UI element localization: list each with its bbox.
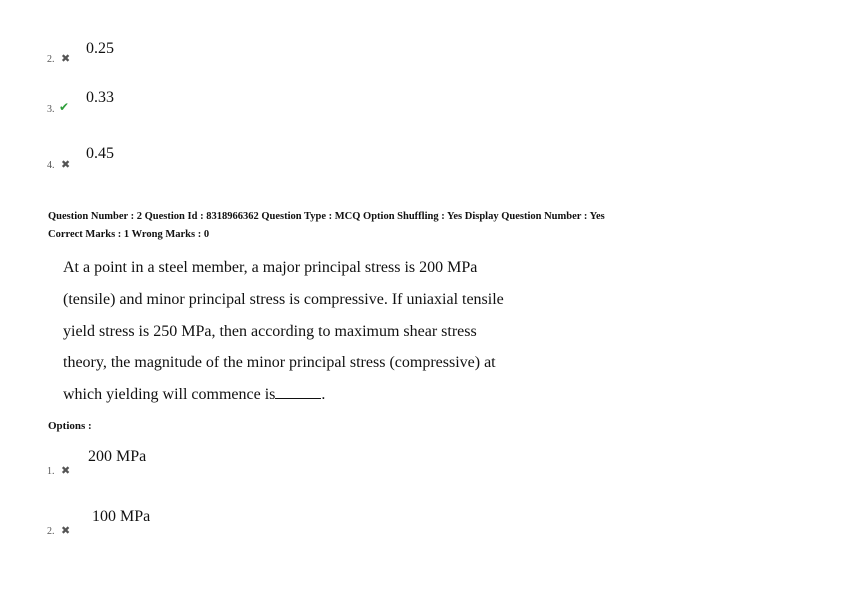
cross-icon: ✖ [61, 465, 71, 477]
marks-meta-line: Correct Marks : 1 Wrong Marks : 0 [48, 229, 210, 240]
question-line-last [63, 379, 583, 411]
options-label: Options : [48, 420, 92, 432]
question-text [63, 252, 583, 411]
question-line: theory, the magnitude of the minor principal stress (compressive) at [63, 354, 496, 372]
check-icon: ✔ [59, 100, 70, 114]
cross-icon: ✖ [61, 525, 71, 537]
cross-icon: ✖ [61, 159, 71, 171]
question-line: (tensile) and minor principal stress is compressive. If uniaxial tensile [63, 290, 504, 308]
option-number-2: 2. [47, 526, 55, 537]
option-text-2: 100 MPa [92, 508, 151, 525]
cross-icon: ✖ [61, 53, 71, 65]
option-text-1: 200 MPa [88, 448, 147, 465]
prev-option-number-3: 3. [47, 104, 55, 115]
prev-option-text-3: 0.33 [86, 89, 114, 106]
option-number-1: 1. [47, 466, 55, 477]
prev-option-number-4: 4. [47, 160, 55, 171]
prev-option-text-2: 0.25 [86, 40, 114, 57]
prev-option-number-2: 2. [47, 54, 55, 65]
prev-option-text-4: 0.45 [86, 145, 114, 162]
question-line: yield stress is 250 MPa, then according to maximum shear stress [63, 322, 477, 340]
answer-blank [275, 397, 321, 399]
question-meta-line: Question Number : 2 Question Id : 8318966362 Question Type : MCQ Option Shuffling : Yes Display Question Number : Yes [48, 211, 605, 222]
question-line: which yielding will commence is [63, 386, 276, 404]
question-line: At a point in a steel member, a major principal stress is 200 MPa [63, 259, 478, 276]
question-line-end: . [321, 386, 326, 404]
